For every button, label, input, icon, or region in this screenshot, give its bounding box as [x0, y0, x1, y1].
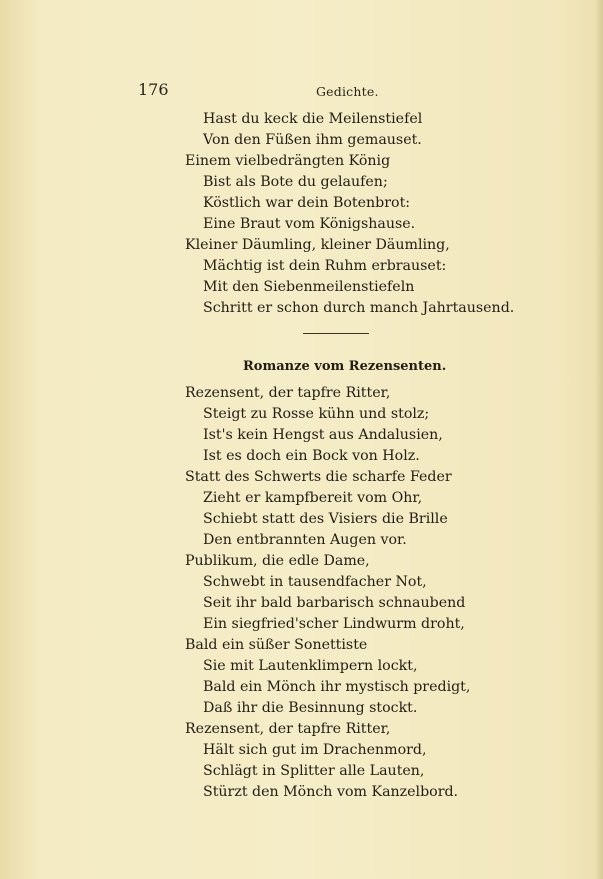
verse-line: Mit den Siebenmeilenstiefeln: [203, 279, 415, 295]
running-title: Gedichte.: [316, 84, 379, 99]
verse-line: Statt des Schwerts die scharfe Feder: [185, 469, 452, 485]
verse-line: Steigt zu Rosse kühn und stolz;: [203, 406, 430, 422]
verse-line: Publikum, die edle Dame,: [185, 553, 370, 569]
verse-line: Eine Braut vom Königshause.: [203, 216, 416, 232]
verse-line: Daß ihr die Besinnung stockt.: [203, 700, 418, 716]
verse-line: Ist's kein Hengst aus Andalusien,: [203, 427, 443, 443]
verse-line: Seit ihr bald barbarisch schnaubend: [203, 595, 466, 611]
verse-line: Bist als Bote du gelaufen;: [203, 174, 388, 190]
verse-line: Hast du keck die Meilenstiefel: [203, 111, 423, 127]
verse-line: Schiebt statt des Visiers die Brille: [203, 511, 448, 527]
verse-line: Hält sich gut im Drachenmord,: [203, 742, 427, 758]
verse-line: Sie mit Lautenklimpern lockt,: [203, 658, 418, 674]
verse-line: Zieht er kampfbereit vom Ohr,: [203, 490, 423, 506]
verse-line: Rezensent, der tapfre Ritter,: [185, 721, 391, 737]
verse-line: Ist es doch ein Bock von Holz.: [203, 448, 420, 464]
verse-line: Mächtig ist dein Ruhm erbrauset:: [203, 258, 447, 274]
verse-line: Schwebt in tausendfacher Not,: [203, 574, 427, 590]
page-number: 176: [138, 80, 169, 99]
verse-line: Köstlich war dein Botenbrot:: [203, 195, 411, 211]
verse-line: Schlägt in Splitter alle Lauten,: [203, 763, 425, 779]
verse-line: Den entbrannten Augen vor.: [203, 532, 407, 548]
verse-line: Einem vielbedrängten König: [185, 153, 391, 169]
verse-line: Schritt er schon durch manch Jahrtausend.: [203, 300, 515, 316]
section-divider: [303, 333, 369, 334]
verse-line: Bald ein Mönch ihr mystisch predigt,: [203, 679, 471, 695]
poem-title: Romanze vom Rezensenten.: [243, 359, 447, 374]
verse-line: Ein siegfried'scher Lindwurm droht,: [203, 616, 465, 632]
verse-line: Stürzt den Mönch vom Kanzelbord.: [203, 784, 459, 800]
verse-line: Kleiner Däumling, kleiner Däumling,: [185, 237, 450, 253]
verse-line: Bald ein süßer Sonettiste: [185, 637, 368, 653]
verse-line: Von den Füßen ihm gemauset.: [203, 132, 422, 148]
verse-line: Rezensent, der tapfre Ritter,: [185, 385, 391, 401]
